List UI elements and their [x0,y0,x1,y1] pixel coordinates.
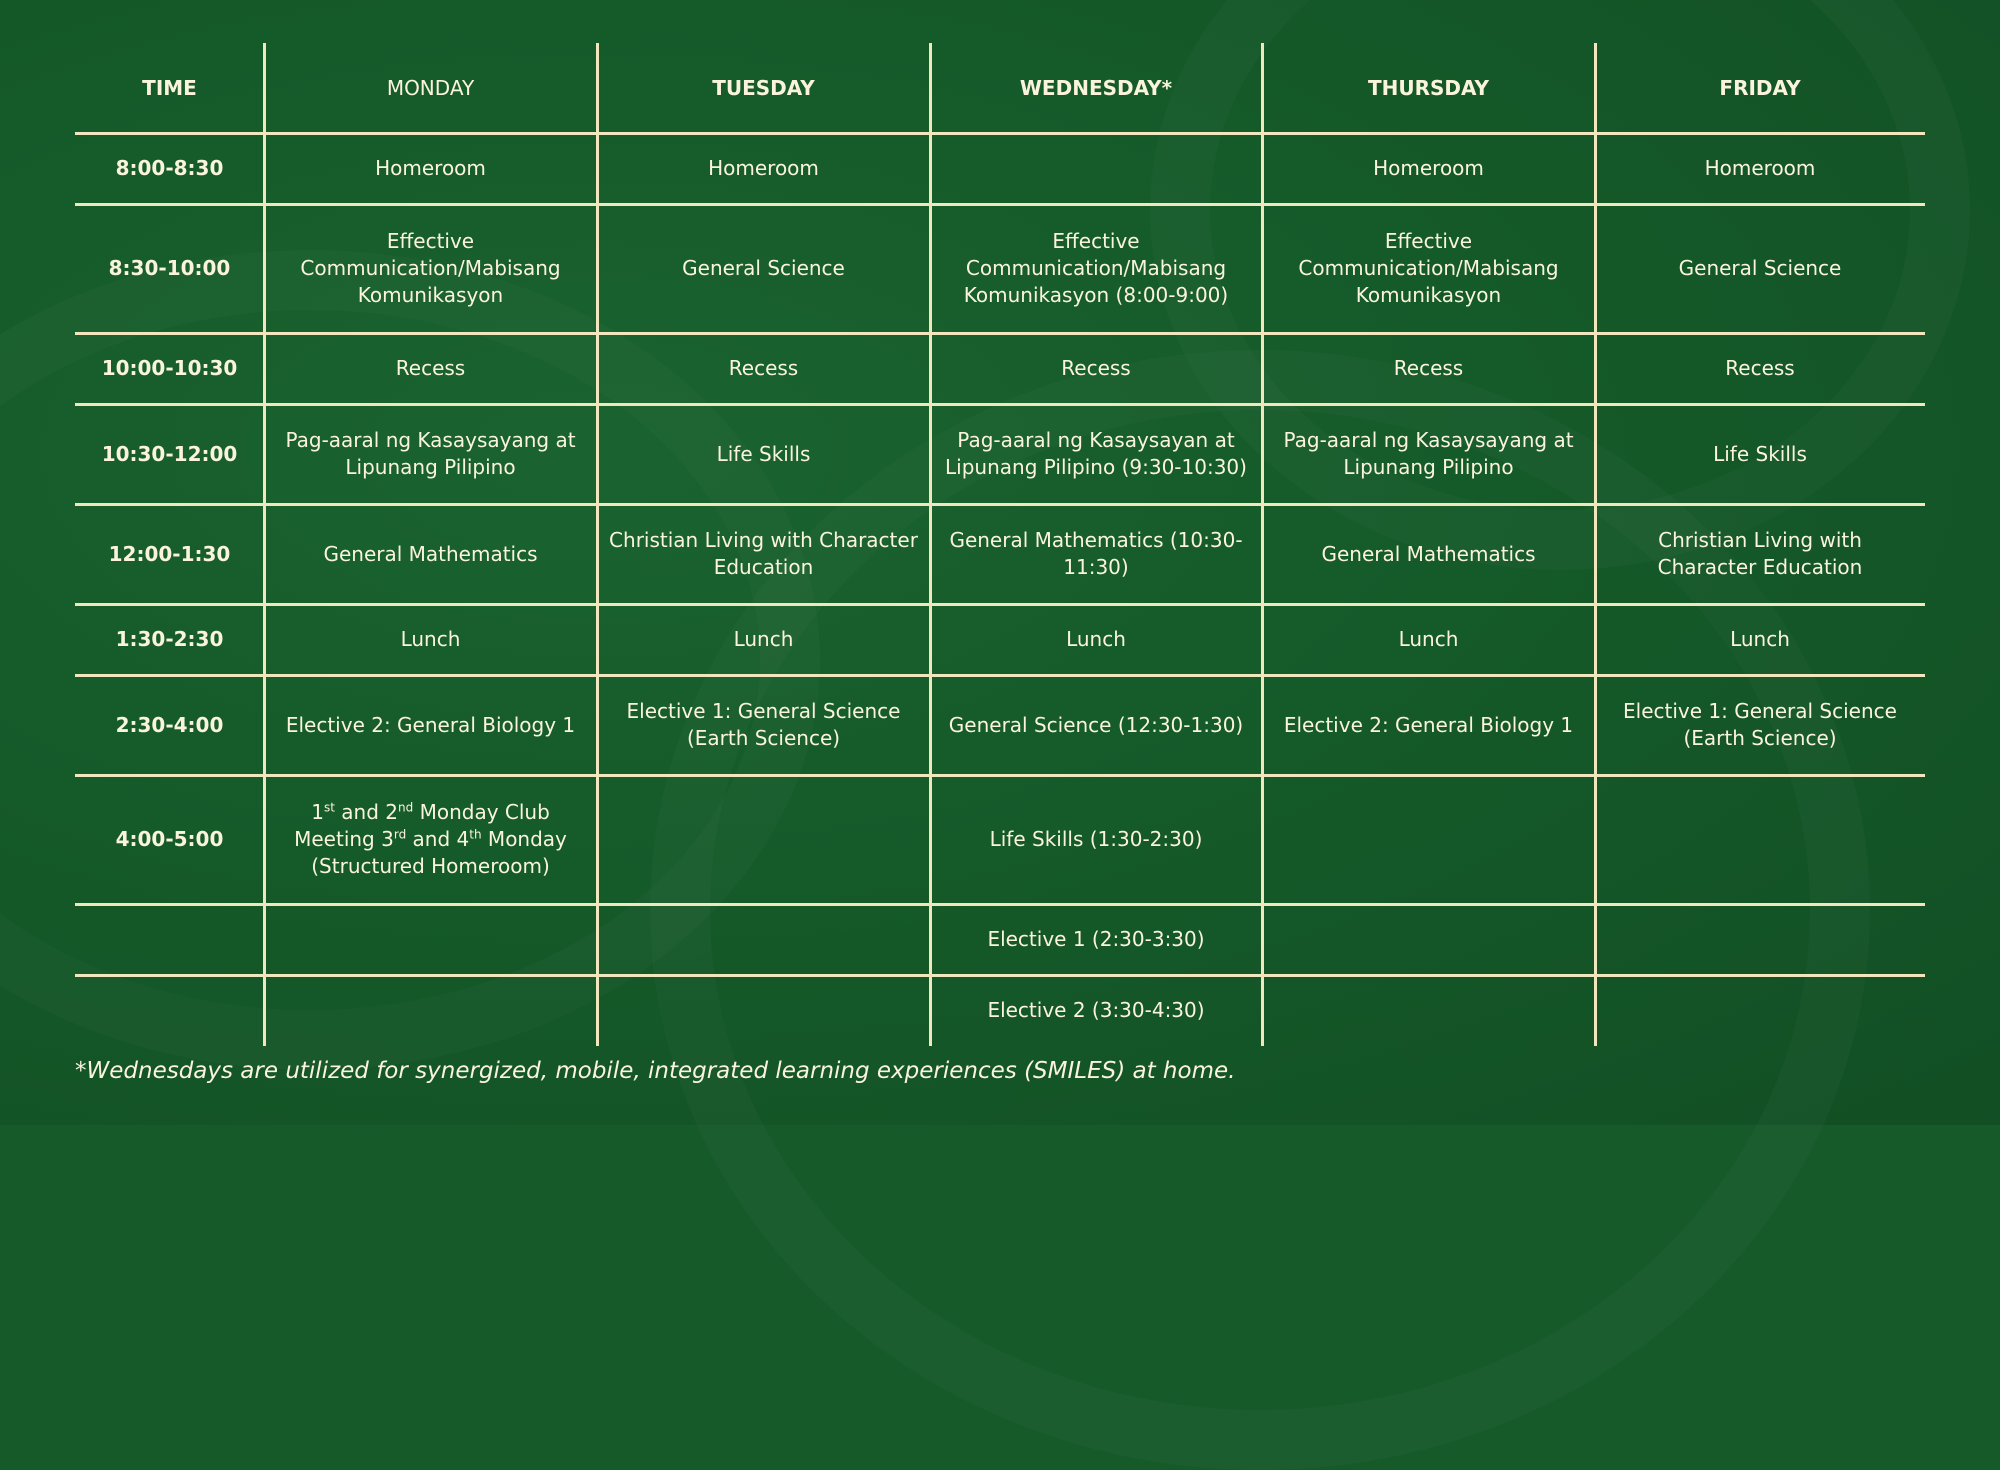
schedule-cell: Elective 2: General Biology 1 [285,712,576,737]
schedule-cell: Effective Communication/Mabisang Komunikasyon (8:00-9:00) [963,229,1229,307]
schedule-cell [597,775,930,904]
schedule-cell [1262,775,1595,904]
row-divider [75,132,1925,135]
time-slot: 4:00-5:00 [115,827,224,851]
club-meeting-text-part: nd [397,800,414,815]
schedule-cell: Homeroom [1704,156,1816,180]
schedule-cell: Lunch [1398,627,1459,651]
row-divider [75,403,1925,406]
schedule-cell: Recess [1725,356,1795,380]
column-header: THURSDAY [1367,75,1490,100]
row-divider [75,332,1925,335]
schedule-cell: Pag-aaral ng Kasaysayang at Lipunang Pilipino [285,428,576,479]
club-meeting-text-part: and [334,800,386,824]
schedule-cell: Effective Communication/Mabisang Komunikasyon [1298,229,1559,307]
column-header: WEDNESDAY* [1019,75,1173,100]
schedule-cell [1262,975,1595,1046]
schedule-cell: Christian Living with Character Education [609,528,918,579]
schedule-cell: Recess [1393,356,1464,380]
schedule-cell: General Mathematics [323,541,538,566]
club-meeting-text-part: 4 [456,827,470,851]
schedule-cell: Elective 2 (3:30-4:30) [987,998,1205,1022]
schedule-cell: General Science [682,256,845,280]
column-header: TIME [142,75,197,100]
time-slot: 1:30-2:30 [115,627,224,651]
time-slot [75,975,264,1046]
club-meeting-text-part: th [469,827,482,842]
schedule-cell: Life Skills [1713,441,1807,466]
schedule-cell: Elective 1: General Science (Earth Science) [1623,699,1897,750]
club-meeting-text-part: 3 [381,827,394,851]
row-divider [75,603,1925,606]
schedule-cell: Elective 1 (2:30-3:30) [987,927,1205,951]
schedule-cell: Life Skills [716,441,811,466]
club-meeting-text-part: rd [393,827,407,842]
schedule-cell: Lunch [1066,627,1126,651]
schedule-cell: Homeroom [708,156,819,180]
schedule-cell [1595,775,1925,904]
schedule-cell: Homeroom [1373,156,1484,180]
time-slot: 10:30-12:00 [101,441,238,466]
schedule-cell [264,904,597,975]
club-meeting-text-part: and [406,827,457,851]
column-header: TUESDAY [712,75,815,100]
schedule-cell: Homeroom [375,156,486,180]
schedule-cell: General Science [1678,256,1842,280]
schedule-cell: Recess [395,356,466,380]
schedule-cell: Lunch [400,627,461,651]
schedule-cell: Effective Communication/Mabisang Komunikasyon [300,229,561,307]
schedule-cell: Lunch [1730,627,1790,651]
schedule-cell: Elective 2: General Biology 1 [1283,712,1574,737]
row-divider [75,774,1925,777]
time-slot: 10:00-10:30 [101,356,238,380]
schedule-cell: Elective 1: General Science (Earth Science) [626,699,901,750]
column-header: MONDAY [386,75,475,100]
club-meeting-text [276,799,585,880]
schedule-cell: Pag-aaral ng Kasaysayan at Lipunang Pilipino (9:30-10:30) [945,428,1247,479]
time-slot [75,904,264,975]
row-divider [75,503,1925,506]
schedule-cell: Christian Living with Character Education [1657,528,1863,579]
column-divider [596,43,599,1046]
time-slot: 12:00-1:30 [108,541,231,566]
schedule-cell [1595,975,1925,1046]
schedule-cell [597,904,930,975]
schedule-cell [1595,904,1925,975]
schedule-cell: General Science (12:30-1:30) [948,712,1244,737]
schedule-cell [930,133,1262,204]
schedule-cell: General Mathematics [1321,541,1536,566]
club-meeting-text-part: 2 [385,800,398,824]
schedule-cell: Recess [728,356,799,380]
row-divider [75,203,1925,206]
schedule-cell: Life Skills (1:30-2:30) [989,827,1203,851]
schedule-cell: Pag-aaral ng Kasaysayang at Lipunang Pilipino [1283,428,1574,479]
schedule-cell: Lunch [733,627,794,651]
club-meeting-text-part: st [323,800,335,815]
column-divider [1261,43,1264,1046]
schedule-cell: Recess [1061,356,1131,380]
time-slot: 8:30-10:00 [108,256,231,280]
class-schedule-table [75,43,1925,1046]
club-meeting-cell [264,775,597,904]
club-meeting-text-part: Monday (Structured Homeroom) [311,827,567,878]
schedule-cell [1262,904,1595,975]
row-divider [75,674,1925,677]
column-divider [929,43,932,1046]
footnote: *Wednesdays are utilized for synergized, mobile, integrated learning experiences (SMILES) at home. [75,1058,1236,1084]
column-divider [263,43,266,1046]
schedule-cell [264,975,597,1046]
row-divider [75,974,1925,977]
row-divider [75,903,1925,906]
time-slot: 2:30-4:00 [115,712,224,737]
schedule-cell: General Mathematics (10:30-11:30) [949,528,1243,579]
time-slot: 8:00-8:30 [115,156,224,180]
column-header: FRIDAY [1719,75,1801,100]
club-meeting-text-part: 1 [311,800,324,824]
column-divider [1594,43,1597,1046]
schedule-cell [597,975,930,1046]
club-meeting-text-part: Monday Club Meeting [294,800,550,851]
